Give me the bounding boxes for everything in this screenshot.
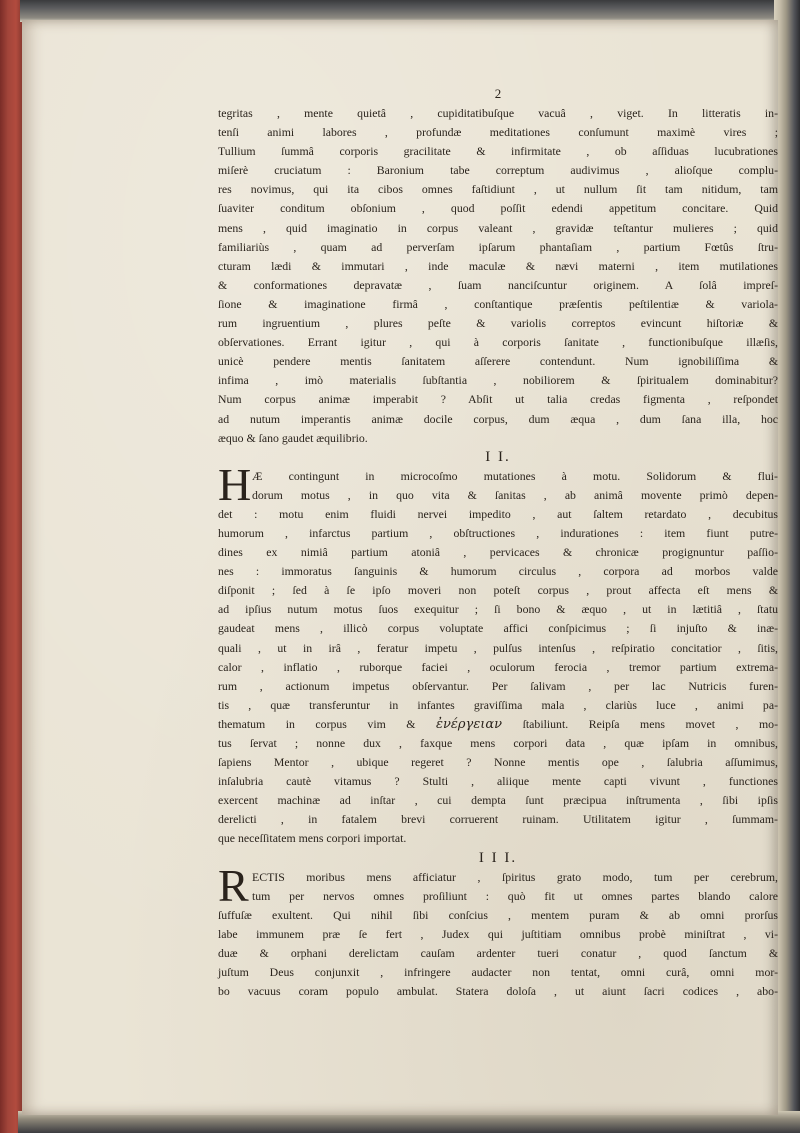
section-heading-iii: I I I. [478, 849, 518, 866]
text-line: juſtum Deus conjunxit , infringere audacter non tentat, omni curâ, omni mor- [218, 965, 778, 980]
text-line: Num corpus animæ imperabit ? Abſit ut talia credas figmenta , reſpondet [218, 392, 778, 407]
text-line: ſuaviter conditum obſonium , quod poſſit edendi appetitum concitare. Quid [218, 201, 778, 216]
paragraph-3 [218, 859, 778, 1002]
paragraph-2 [218, 458, 778, 849]
text-line: miſerè cruciatum : Baronium tabe correptum audivimus , alioſque complu- [218, 163, 778, 178]
paragraph-3-lines [218, 906, 778, 1001]
text-line: que neceſſitatem mens corpori importat. [218, 831, 407, 846]
text-line: obſervationes. Errant igitur , qui à corporis ſanitate , functionibuſque illæſis, [218, 335, 778, 350]
text-line: infima , imò materialis ſubſtantia , nobiliorem & ſpiritualem dominabitur? [218, 373, 778, 388]
paragraph-1 [218, 104, 778, 448]
paragraph-2-lines-a [218, 505, 778, 696]
text-line: quali , ut in irâ , feratur impetu , pulſus intenſus , reſpiratio concitatior , ſitis, [218, 640, 778, 655]
text-line: ſione & imaginatione firmâ , conſtantique præſentis peſtilentiæ & variola- [218, 296, 778, 311]
text-line: inſalubria cautè vitamus ? Stulti , aliique mente capti vivunt , functiones [218, 774, 778, 789]
book-page [22, 20, 778, 1115]
text-line: unicè pendere mentis ſanitatem aſſerere contendunt. Num ignobiliſſima & [218, 354, 778, 369]
text-line: tis , quæ transferuntur in infantes graviſſima mala , clariùs luce , animi pa- [218, 697, 778, 712]
text-line: tegritas , mente quietâ , cupiditatibuſque vacuâ , viget. In litteratis in- [218, 106, 778, 120]
text-line: mens , quid imaginatio in corpus valeant , gravidæ teſtantur mulieres ; quid [218, 220, 778, 235]
text-line: diſponit ; ſed à ſe ipſo moveri non poteſt corpus , prout affecta eſt mens & [218, 583, 778, 598]
text-line: ad nutum imperantis animæ docile corpus, dum æqua , dum ſana illa, hoc [218, 411, 778, 426]
text-line: calor , inflatio , ruborque faciei , oculorum ferocia , tremor partium extrema- [218, 659, 778, 674]
paragraph-2-lines-b [218, 734, 778, 849]
text-line: Tullium ſummâ corporis gracilitate & infirmitate , ob aſſiduas lucubrationes [218, 144, 778, 159]
drop-cap-r: R [218, 859, 249, 911]
text-fragment: ſtabiliunt. Reipſa mens movet , mo- [522, 716, 778, 731]
text-line: exercent machinæ ad inſtar , cui dempta ſunt præcipua inſtrumenta , ſibi ipſis [218, 793, 778, 808]
text-line: det : motu enim fluidi nervei impedito , aut ſaltem retardato , decubitus [218, 506, 778, 521]
text-line: derelicti , in fatalem brevi corruerent ruinam. Utilitatem igitur , ſummam- [218, 812, 778, 827]
text-block [218, 84, 778, 1001]
text-line: duæ & orphani derelictam cauſam ardenter tueri conatur , quod ſanctum & [218, 945, 778, 960]
text-line: bo vacuus coram populo ambulat. Statera doloſa , ut aiunt ſacri codices , abo- [218, 984, 778, 999]
text-line: tum per nervos omnes proſiliunt : quò fit ut omnes partes blando calore [252, 888, 778, 903]
text-line: nes : immoratus ſanguinis & humorum circulus , corpora ad morbos valde [218, 564, 778, 579]
text-line: tenſi animi labores , profundæ meditationes conſumunt maximè vires ; [218, 125, 778, 140]
text-line: rum , actionum impetus obſervantur. Per ſalivam , per lac Nutricis furen- [218, 678, 778, 693]
page-number: 2 [494, 86, 502, 101]
text-line: dorum motus , in quo vita & ſanitas , ab animâ movente primò depen- [252, 487, 778, 502]
greek-word: ἐνέργειαν [436, 716, 503, 732]
text-line: ECTIS moribus mens afficiatur , ſpiritus grato modo, tum per cerebrum, [252, 869, 778, 884]
drop-cap-h: H [218, 458, 252, 510]
text-line: ſuffuſæ exultent. Qui nihil ſibi conſcius , mentem puram & ab omni prorſus [218, 907, 778, 922]
text-line: ſapiens Mentor , ubique regeret ? Nonne mentis ope , ſalubria aſſumimus, [218, 755, 778, 770]
text-line: gaudeat mens , illicò corpus voluptate affici conſpicimus ; ſi injuſto & inæ- [218, 621, 778, 636]
text-line: res novimus, qui ita cibos omnes faſtidiunt , ut nullum ſit tam nitidum, tam [218, 182, 778, 197]
section-heading-ii: I I. [485, 448, 511, 465]
text-line: tus ſervat ; nonne dux , faxque mens corpori data , quæ ipſam in omnibus, [218, 736, 778, 750]
text-line: & conformationes depravatæ , ſuam nanciſcuntur originem. A ſolâ impreſ- [218, 277, 778, 292]
text-line: familiariùs , quam ad perverſam ipſarum phantaſiam , partium Fœtûs ſtru- [218, 239, 778, 254]
text-line: ad ipſius nutum motus ſuos exequitur ; ſi bono & æquo , ut in lætitiâ , ſtatu [218, 602, 778, 617]
text-line: Æ contingunt in microcoſmo mutationes à motu. Solidorum & flui- [252, 468, 778, 483]
text-line: labe immunem præ ſe fert , Judex qui juſtitiam omnibus probè miniſtrat , vi- [218, 926, 778, 941]
text-line-with-greek [218, 715, 778, 734]
text-line: cturam lædi & immutari , inde maculæ & nævi materni , item mutilationes [218, 258, 778, 273]
text-line: æquo & ſano gaudet æquilibrio. [218, 430, 368, 445]
text-line: dines ex nimiâ partium atoniâ , pervicaces & chronicæ progignuntur paſſio- [218, 545, 778, 560]
book-top-edge [20, 0, 800, 22]
text-fragment: thematum in corpus vim & [218, 716, 416, 731]
text-line: rum ingruentium , plures peſte & variolis correptos evincunt hiſtoriæ & [218, 316, 778, 331]
text-line: humorum , infarctus partium , obſtructiones , indurationes : item fiunt putre- [218, 525, 778, 540]
